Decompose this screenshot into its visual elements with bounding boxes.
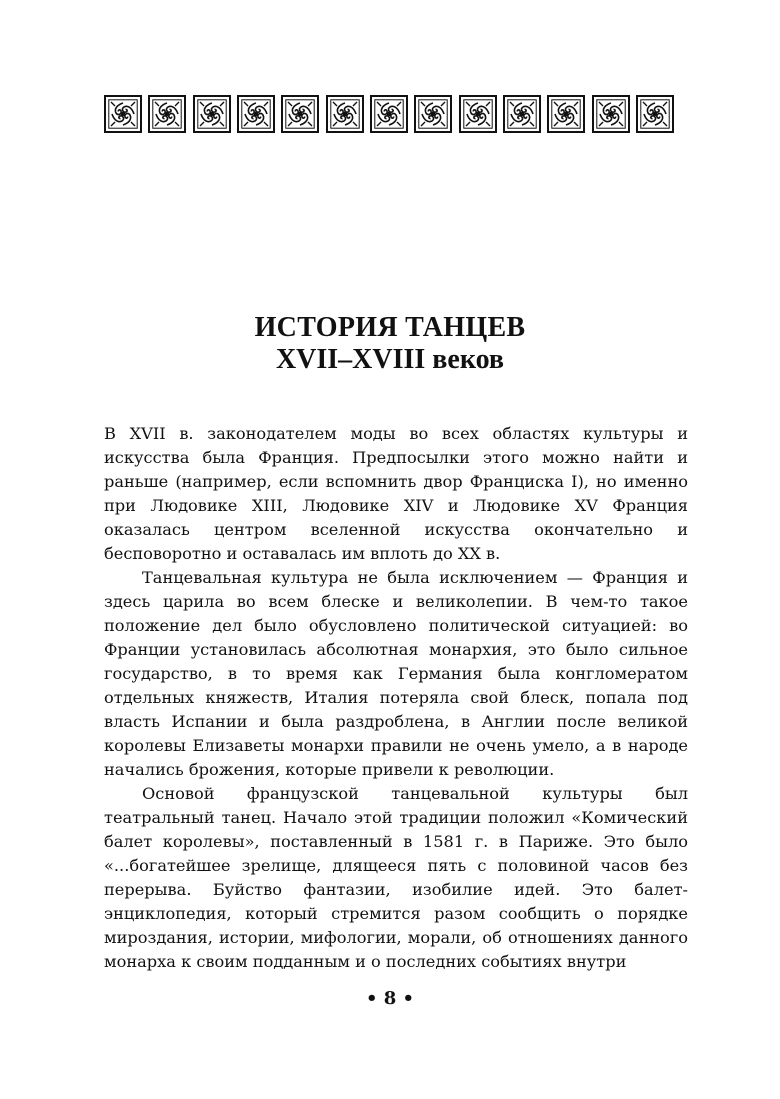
floral-tile-icon — [551, 99, 581, 129]
chapter-title — [0, 312, 780, 376]
floral-tile-svg — [507, 99, 537, 129]
floral-tile-svg — [374, 99, 404, 129]
floral-tile-icon — [596, 99, 626, 129]
floral-tile-svg — [463, 99, 493, 129]
ornament-tile — [148, 95, 186, 133]
ornament-tile — [237, 95, 275, 133]
ornament-tile — [193, 95, 231, 133]
ornament-tile — [281, 95, 319, 133]
floral-tile-icon — [640, 99, 670, 129]
ornament-tile — [636, 95, 674, 133]
ornament-tile — [104, 95, 142, 133]
ornament-tile — [459, 95, 497, 133]
floral-tile-svg — [241, 99, 271, 129]
floral-tile-svg — [418, 99, 448, 129]
floral-tile-icon — [463, 99, 493, 129]
floral-tile-icon — [285, 99, 315, 129]
body-text — [104, 422, 688, 974]
floral-tile-icon — [330, 99, 360, 129]
paragraph: Танцевальная культура не была исключением — Франция и здесь царила во всем блеске и великолепии. В чем-то такое положение дел было обусловлено политической ситуацией: во Франции установилась абсолютная монархия, это было сильное государство, в то время как Германия была конгломератом отдельных княжеств, Италия потеряла свой блеск, попала под власть Испании и была раздроблена, в Англии после великой королевы Елизаветы монархи правили не очень умело, а в народе начались брожения, которые привели к революции. — [104, 568, 688, 779]
floral-tile-icon — [241, 99, 271, 129]
floral-tile-icon — [197, 99, 227, 129]
floral-tile-svg — [330, 99, 360, 129]
ornament-tile — [326, 95, 364, 133]
ornamental-border — [104, 95, 674, 133]
floral-tile-svg — [285, 99, 315, 129]
ornament-tile — [370, 95, 408, 133]
chapter-title-line1: ИСТОРИЯ ТАНЦЕВ — [254, 312, 526, 343]
floral-tile-svg — [551, 99, 581, 129]
paragraph: Основой французской танцевальной культуры был театральный танец. Начало этой традиции положил «Комический балет королевы», поставленный в 1581 г. в Париже. Это было «...богатейшее зрелище, длящееся пять с половиной часов без перерыва. Буйство фантазии, изобилие идей. Это балет-энциклопедия, который стремится разом сообщить о порядке мироздания, истории, мифологии, морали, об отношениях данного монарха к своим подданным и о последних событиях внутри — [104, 784, 688, 971]
ornament-tile — [592, 95, 630, 133]
paragraph: В XVII в. законодателем моды во всех областях культуры и искусства была Франция. Предпосылки этого можно найти и раньше (например, если вспомнить двор Франциска I), но именно при Людовике XIII, Людовике XIV и Людовике XV Франция оказалась центром вселенной искусства окончательно и бесповоротно и оставалась им вплоть до XX в. — [104, 424, 688, 563]
floral-tile-svg — [152, 99, 182, 129]
page-number: • 8 • — [365, 988, 415, 1009]
floral-tile-svg — [596, 99, 626, 129]
floral-tile-icon — [374, 99, 404, 129]
floral-tile-svg — [197, 99, 227, 129]
floral-tile-icon — [108, 99, 138, 129]
ornament-tile — [503, 95, 541, 133]
ornament-tile — [414, 95, 452, 133]
floral-tile-svg — [108, 99, 138, 129]
floral-tile-icon — [152, 99, 182, 129]
chapter-title-line2: XVII–XVIII веков — [275, 344, 505, 375]
floral-tile-icon — [418, 99, 448, 129]
ornament-tile — [547, 95, 585, 133]
floral-tile-svg — [640, 99, 670, 129]
floral-tile-icon — [507, 99, 537, 129]
